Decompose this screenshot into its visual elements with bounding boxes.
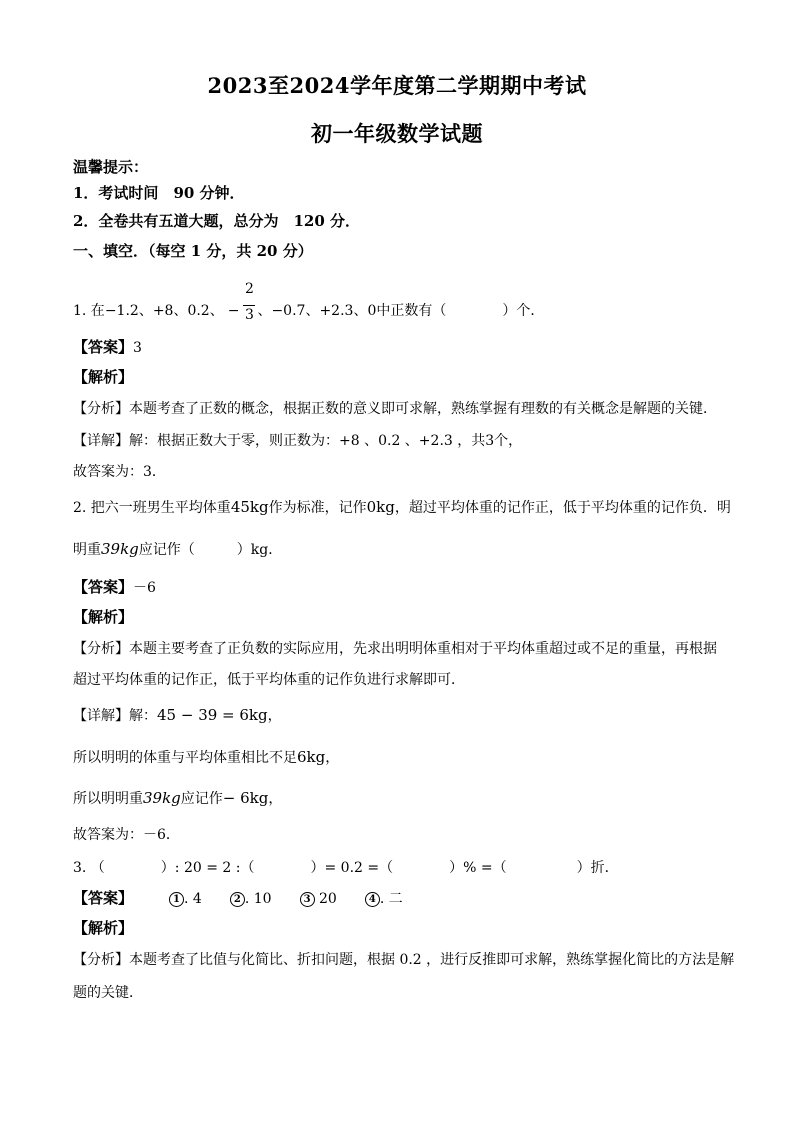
q2-analysis-label: 【解析】: [73, 608, 134, 626]
answer-value: 3: [133, 340, 142, 356]
q1-number: −0.7: [271, 303, 306, 319]
q2-weight-mingming: 39kg: [101, 540, 139, 558]
q2-text: 2. 把六一班男生平均体重: [73, 500, 231, 516]
q1-number: −1.2: [104, 303, 139, 319]
q2-text: 应记作: [180, 791, 223, 807]
q2-equation: 45 − 39 = 6kg: [157, 706, 268, 724]
notice-item-score: 2．全卷共有五道大题，总分为 120 分．: [73, 212, 360, 230]
exam-subtitle: 初一年级数学试题: [311, 121, 483, 146]
q2-text: ，: [267, 708, 282, 724]
q1-suffix: 中正数有（ ）个．: [376, 303, 545, 319]
q1-prefix: 1. 在: [73, 303, 105, 319]
q2-text: ，超过平均体重的记作正，低于平均体重的记作负．明: [394, 500, 731, 516]
q1-answer: [73, 340, 142, 355]
q2-weight-diff: 6kg: [297, 748, 326, 766]
q2-weight-standard: 45kg: [230, 498, 269, 516]
q2-text: 作为标准，记作: [268, 500, 367, 516]
q2-fenxi-1: 【分析】本题主要考查了正负数的实际应用，先求出明明体重相对于平均体重超过或不足的重量，再根据: [73, 641, 717, 657]
q2-text: ，: [268, 791, 283, 807]
answer-label: 【答案】: [73, 338, 134, 356]
notice-heading: 温馨提示：: [73, 158, 149, 176]
q3-fenxi-2: 题的关键．: [73, 985, 143, 1001]
q2-so-1: [73, 750, 339, 765]
answer-label: 【答案】: [73, 889, 134, 907]
q1-separator: 、: [353, 303, 368, 319]
q3-answer: [73, 891, 403, 907]
fraction-bar: [243, 305, 255, 306]
answer-value: . 二: [379, 891, 403, 907]
question-3: 3. （ ）: 20 = 2 :（ ）= 0.2 =（ ）% =（ ）折．: [73, 860, 619, 876]
q1-fenxi: 【分析】本题考查了正数的概念，根据正数的意义即可求解，熟练掌握有理数的有关概念是解题的关键．: [73, 401, 717, 417]
q1-number: 0.2: [187, 303, 210, 319]
q2-recorded-value: − 6kg: [222, 789, 269, 807]
answer-marker-2: 2: [230, 892, 245, 907]
q1-number: 0: [367, 303, 377, 319]
q2-text: 应记作（ ）kg．: [138, 542, 283, 558]
q2-text: 【详解】解：: [73, 708, 157, 724]
q2-conclusion: 故答案为：－6．: [73, 827, 180, 843]
q1-fraction: [241, 281, 257, 323]
q3-analysis-label: 【解析】: [73, 919, 134, 937]
q1-number: +8: [152, 303, 174, 319]
q2-weight-mingming: 39kg: [143, 789, 181, 807]
q2-so-2: [73, 791, 282, 806]
q2-text: 明重: [73, 542, 101, 558]
q1-separator: 、: [257, 303, 272, 319]
q1-detail: 【详解】解：根据正数大于零，则正数为：+8 、0.2 、+2.3 ，共3个，: [73, 433, 523, 449]
q1-analysis-label: 【解析】: [73, 368, 134, 386]
answer-label: 【答案】: [73, 578, 134, 596]
q2-text: 所以明明重: [73, 791, 143, 807]
answer-marker-4: 4: [365, 892, 380, 907]
q1-separator: 、: [138, 303, 153, 319]
q3-fenxi-1: 【分析】本题考查了比值与化简比、折扣问题，根据 0.2 ，进行反推即可求解，熟练掌握化简比的方法是解: [73, 952, 735, 968]
question-2-line-2: [73, 542, 282, 557]
q1-separator: 、: [305, 303, 320, 319]
q2-answer: [73, 580, 156, 595]
exam-title: 2023至2024学年度第二学期期中考试: [207, 73, 587, 98]
answer-value: 20: [314, 891, 337, 907]
answer-value: －6: [133, 580, 156, 596]
q1-conclusion: 故答案为：3．: [73, 464, 166, 480]
q2-text: ，: [325, 750, 340, 766]
q2-weight-zero: 0kg: [366, 498, 395, 516]
q1-separator: 、: [209, 303, 224, 319]
q1-fraction-sign: −: [227, 303, 240, 319]
answer-value: . 4: [184, 891, 202, 907]
question-2-line-1: [73, 500, 731, 515]
q2-detail: [73, 708, 282, 723]
q1-number: +2.3: [319, 303, 354, 319]
answer-value: . 10: [244, 891, 272, 907]
q1-separator: 、: [173, 303, 188, 319]
q2-text: 所以明明的体重与平均体重相比不足: [73, 750, 297, 766]
notice-item-time: 1．考试时间 90 分钟．: [73, 184, 245, 202]
question-1: [73, 281, 545, 323]
answer-marker-3: 3: [300, 892, 315, 907]
answer-marker-1: 1: [169, 892, 184, 907]
fraction-denominator: 3: [244, 307, 254, 323]
q2-fenxi-2: 超过平均体重的记作正，低于平均体重的记作负进行求解即可．: [73, 672, 465, 688]
section-heading-fill-in: 一、填空．（每空 1 分，共 20 分）: [73, 242, 313, 260]
fraction-numerator: 2: [244, 281, 254, 297]
